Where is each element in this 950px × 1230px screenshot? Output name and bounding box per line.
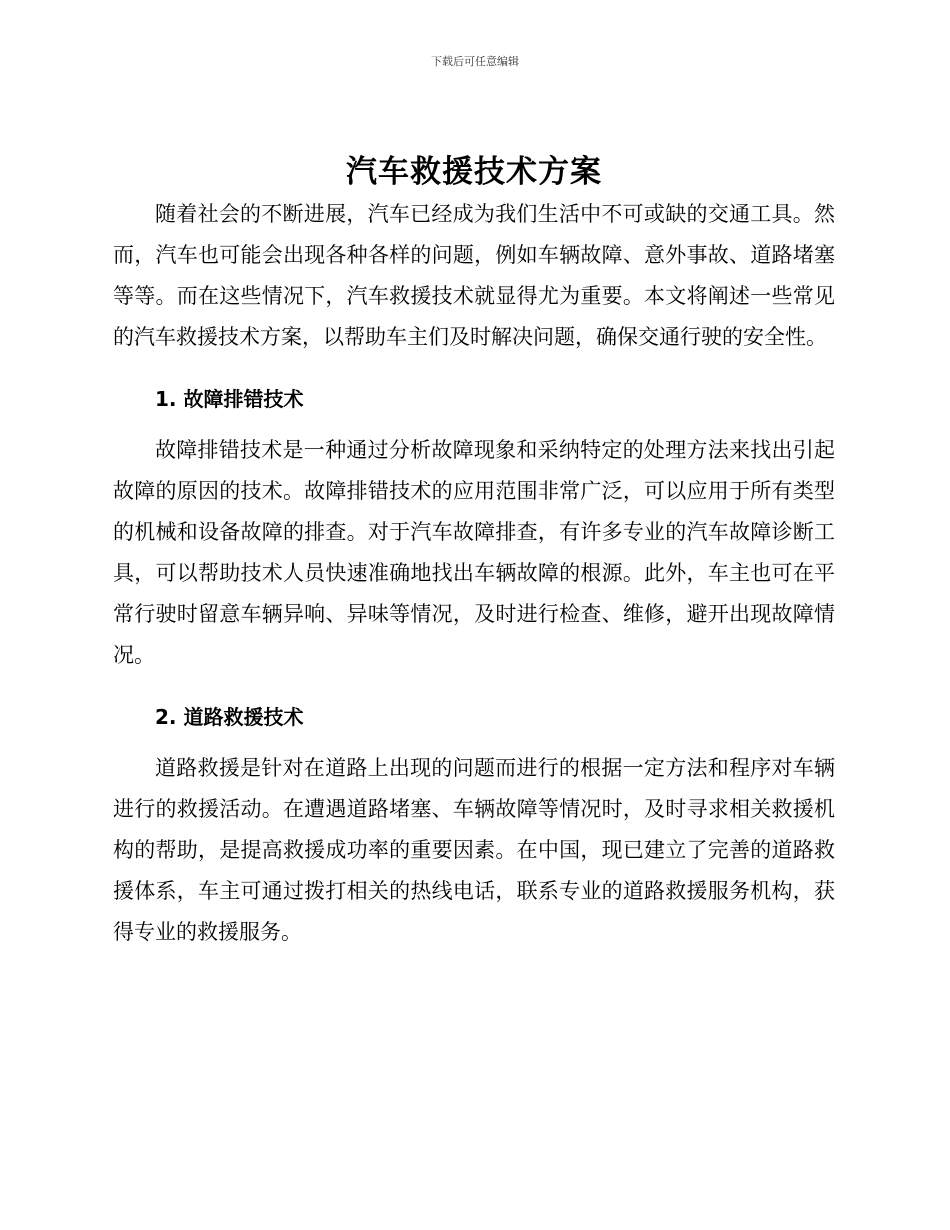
- section-heading-road-rescue: 2. 道路救援技术: [155, 705, 304, 729]
- section-heading-fault-diagnosis: 1. 故障排错技术: [155, 387, 304, 411]
- document-body: [113, 150, 835, 953]
- intro-paragraph: 随着社会的不断进展，汽车已经成为我们生活中不可或缺的交通工具。然而，汽车也可能会出现各种各样的问题，例如车辆故障、意外事故、道路堵塞等等。而在这些情况下，汽车救援技术就显得尤为重要。本文将阐述一些常见的汽车救援技术方案，以帮助车主们及时解决问题，确保交通行驶的安全性。: [113, 202, 835, 349]
- section-body-fault-diagnosis: 故障排错技术是一种通过分析故障现象和采纳特定的处理方法来找出引起故障的原因的技术。故障排错技术的应用范围非常广泛，可以应用于所有类型的机械和设备故障的排查。对于汽车故障排查，有许多专业的汽车故障诊断工具，可以帮助技术人员快速准确地找出车辆故障的根源。此外，车主也可在平常行驶时留意车辆异响、异味等情况，及时进行检查、维修，避开出现故障情况。: [113, 438, 835, 667]
- spacer: [113, 732, 835, 748]
- section-body-road-rescue: 道路救援是针对在道路上出现的问题而进行的根据一定方法和程序对车辆进行的救援活动。在遭遇道路堵塞、车辆故障等情况时，及时寻求相关救援机构的帮助，是提高救援成功率的重要因素。在中国，现已建立了完善的道路救援体系，车主可通过拨打相关的热线电话，联系专业的道路救援服务机构，获得专业的救援服务。: [113, 756, 835, 944]
- spacer: [113, 414, 835, 430]
- spacer: [113, 676, 835, 702]
- spacer: [113, 358, 835, 384]
- page-header-note: 下载后可任意编辑: [431, 55, 519, 68]
- document-title: 汽车救援技术方案: [346, 154, 602, 190]
